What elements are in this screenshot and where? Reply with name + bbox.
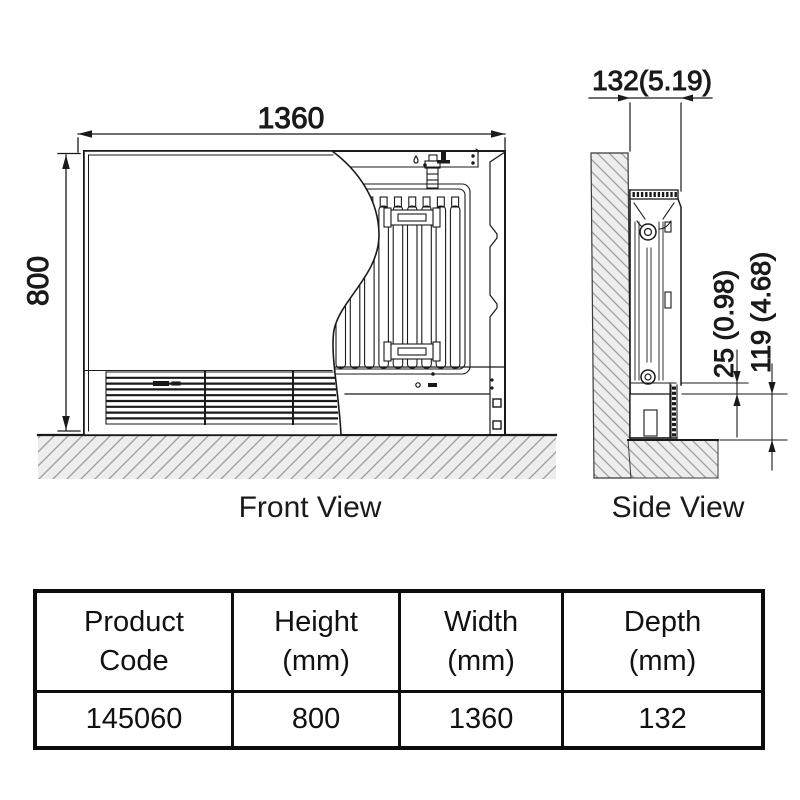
side-base-dim-text: 119 (4.68): [746, 251, 776, 373]
fin-clamp-bottom: [384, 342, 440, 361]
side-view: [589, 65, 787, 524]
side-depth-dim-text: 132(5.19): [592, 65, 712, 96]
header-product-line1: Product: [83, 605, 184, 638]
header-depth-line2: (mm): [628, 644, 697, 677]
spec-table-value-row: [37, 693, 761, 746]
dot-marker: [423, 163, 427, 167]
side-unit-section: [630, 190, 681, 438]
grille-badge: [153, 381, 169, 386]
header-width: [401, 593, 564, 693]
header-depth-line1: Depth: [623, 605, 702, 638]
value-product-code: 145060: [37, 693, 234, 746]
front-view-label: Front View: [238, 491, 382, 524]
front-width-dim-text: 1360: [257, 102, 325, 135]
spec-table: [33, 589, 765, 750]
side-gap-dim-text: 25 (0.98): [709, 269, 739, 378]
header-depth: [564, 593, 761, 693]
side-base-dimension: [720, 364, 787, 470]
header-width-line2: (mm): [447, 644, 515, 677]
base-grille-teeth: [672, 387, 676, 437]
front-ground-hatch: [38, 435, 556, 479]
front-height-dimension: [58, 154, 80, 432]
front-cover-panel: [84, 151, 379, 435]
header-width-line1: Width: [444, 605, 519, 638]
spec-table-header-row: [37, 593, 761, 693]
side-view-label: Side View: [611, 491, 745, 524]
side-wall-hatch: [591, 153, 631, 478]
header-height-line1: Height: [274, 605, 358, 638]
front-view: [22, 102, 556, 524]
header-product-code: [37, 593, 234, 693]
header-product-line2: Code: [99, 644, 169, 677]
value-width: 1360: [401, 693, 564, 746]
fin-clamp-top: [384, 208, 440, 227]
front-height-dim-text: 800: [22, 255, 55, 307]
value-depth: 132: [638, 703, 687, 735]
header-height-line2: (mm): [282, 644, 350, 677]
screw-dot: [471, 161, 474, 164]
header-height: [234, 593, 401, 693]
screw-dot: [471, 154, 474, 157]
value-height: 800: [234, 693, 401, 746]
side-floor-hatch: [628, 440, 718, 478]
